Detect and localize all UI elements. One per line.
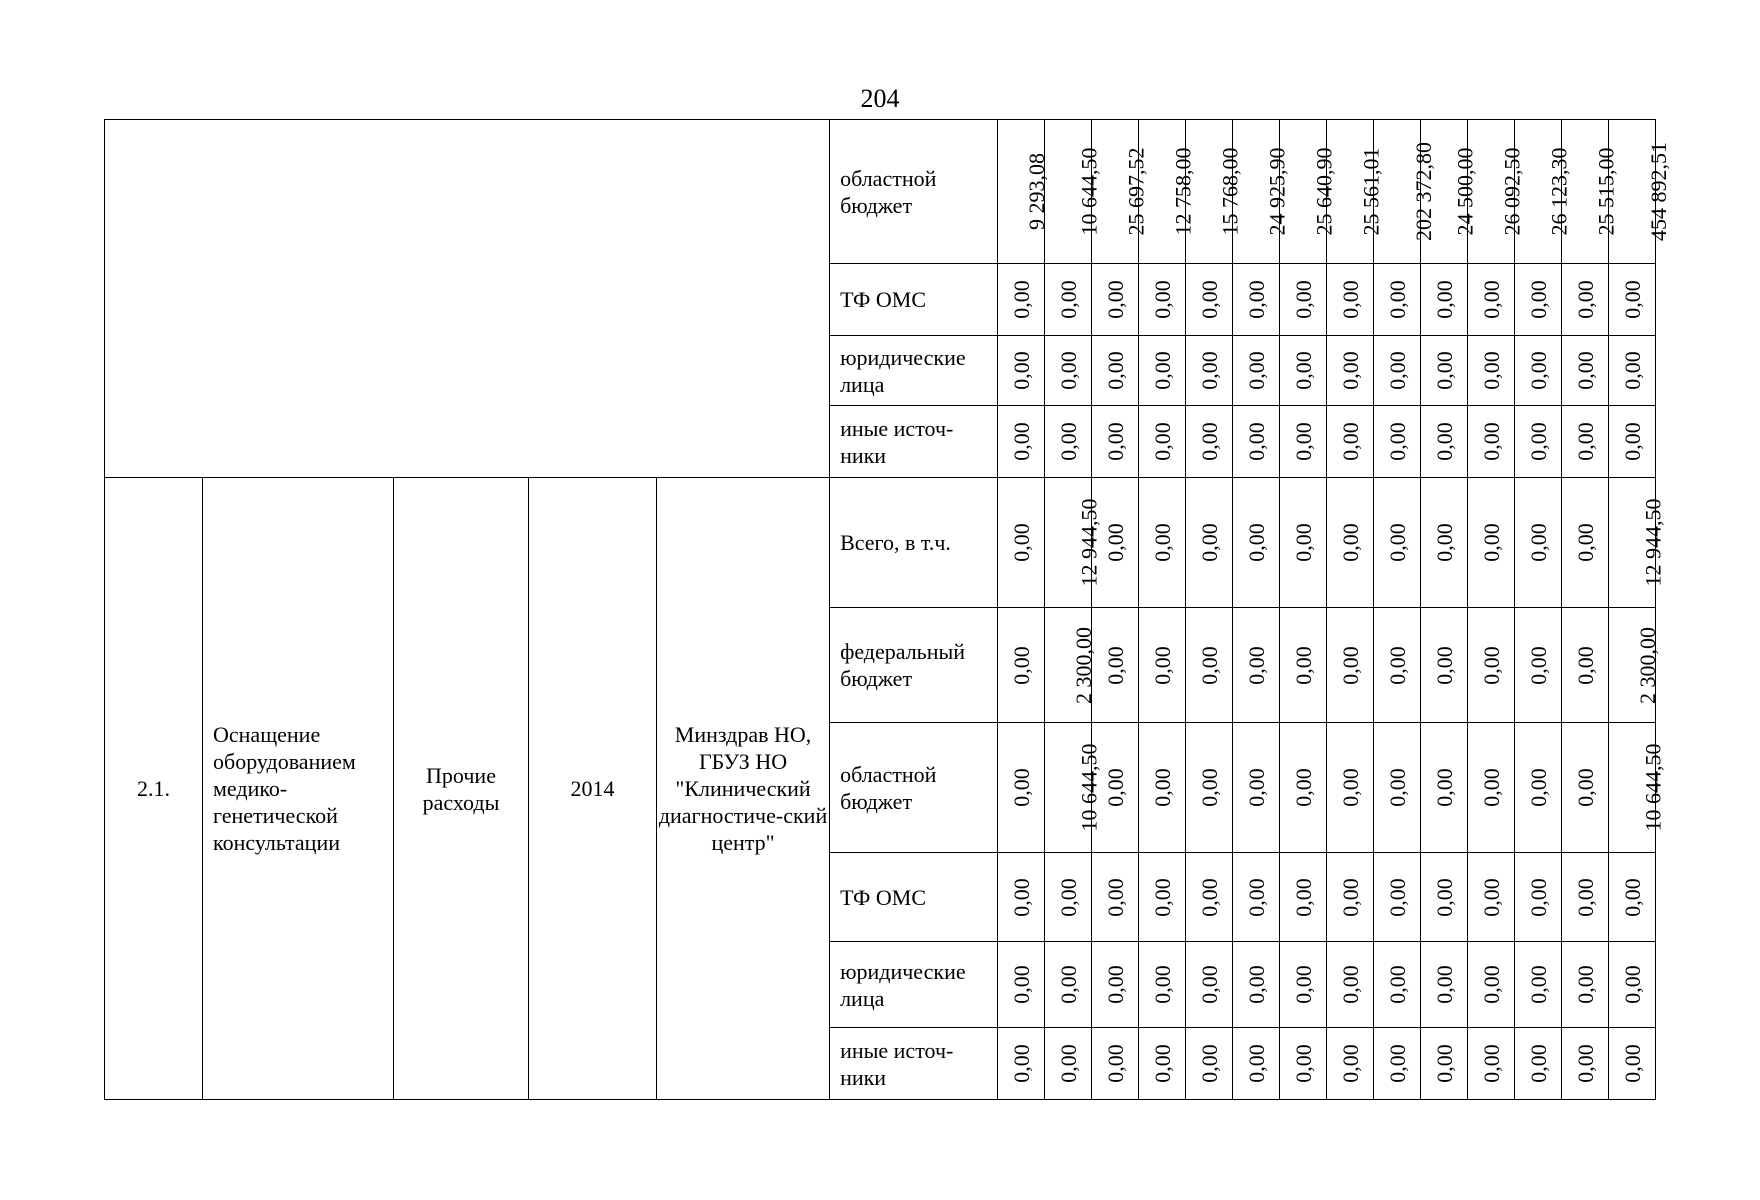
- value-cell: [1421, 853, 1468, 942]
- value-cell: [1280, 942, 1327, 1028]
- value-cell: [1562, 406, 1609, 478]
- value-cell: [1421, 608, 1468, 723]
- value-text: 0,00: [1102, 422, 1128, 461]
- value-cell: [1045, 406, 1092, 478]
- value-cell: [1515, 478, 1562, 608]
- value-text: 0,00: [1149, 877, 1175, 917]
- value-text: 0,00: [1478, 422, 1504, 461]
- value-cell: [1139, 1028, 1186, 1100]
- value-text: 0,00: [1337, 280, 1363, 319]
- value-text: 0,00: [1055, 1044, 1081, 1083]
- value-cell: [1139, 942, 1186, 1028]
- value-cell: [1092, 942, 1139, 1028]
- value-cell: [1562, 1028, 1609, 1100]
- value-text: 0,00: [1243, 523, 1269, 562]
- value-text: 0,00: [1102, 768, 1128, 807]
- value-cell: [1327, 853, 1374, 942]
- value-cell: [1374, 608, 1421, 723]
- value-cell: [1421, 336, 1468, 406]
- value-cell: [998, 120, 1050, 264]
- value-text: 0,00: [1196, 768, 1222, 807]
- value-cell: [998, 853, 1045, 942]
- merged-empty-cell: [105, 120, 830, 478]
- value-text: 0,00: [1337, 645, 1363, 685]
- value-cell: [1562, 853, 1609, 942]
- value-cell: [1280, 608, 1327, 723]
- value-cell: [1374, 853, 1421, 942]
- value-cell: [1186, 608, 1233, 723]
- value-text: 0,00: [1196, 351, 1222, 390]
- value-cell: [1233, 1028, 1280, 1100]
- value-text: 26 092,50: [1499, 147, 1525, 236]
- item-name: Оснащение оборудованием медико-генетической консультации: [203, 478, 394, 1100]
- value-text: 0,00: [1384, 351, 1410, 390]
- value-text: 0,00: [1149, 768, 1175, 807]
- value-text: 0,00: [1572, 280, 1598, 319]
- value-text: 0,00: [1525, 422, 1551, 461]
- value-cell: [1374, 942, 1421, 1028]
- value-cell: [1515, 336, 1562, 406]
- value-cell: [998, 608, 1045, 723]
- value-cell: [1374, 336, 1421, 406]
- value-cell: [1233, 264, 1280, 336]
- value-text: 0,00: [1478, 768, 1504, 807]
- value-text: 0,00: [1055, 877, 1081, 917]
- value-text: 0,00: [1337, 1044, 1363, 1083]
- value-text: 0,00: [1431, 1044, 1457, 1083]
- value-text: 24 500,00: [1452, 147, 1478, 236]
- value-cell: [1092, 406, 1139, 478]
- value-text: 0,00: [1384, 768, 1410, 807]
- funding-source: ТФ ОМС: [830, 264, 998, 336]
- value-text: 0,00: [1243, 422, 1269, 461]
- value-text: 0,00: [1008, 280, 1034, 319]
- value-text: 0,00: [1384, 422, 1410, 461]
- value-text: 0,00: [1525, 1044, 1551, 1083]
- value-cell: [1421, 478, 1468, 608]
- value-text: 0,00: [1525, 280, 1551, 319]
- value-text: 0,00: [1572, 965, 1598, 1004]
- value-text: 0,00: [1384, 645, 1410, 685]
- value-cell: [1139, 336, 1186, 406]
- value-text: 0,00: [1337, 768, 1363, 807]
- value-text: 0,00: [1149, 645, 1175, 685]
- value-text: 0,00: [1337, 351, 1363, 390]
- value-text: 0,00: [1572, 877, 1598, 917]
- value-text: 2 300,00: [1071, 626, 1097, 704]
- value-text: 0,00: [1619, 280, 1645, 319]
- value-text: 0,00: [1478, 280, 1504, 319]
- value-cell: [1374, 264, 1421, 336]
- value-text: 0,00: [1384, 877, 1410, 917]
- value-text: 0,00: [1243, 1044, 1269, 1083]
- funding-source: областной бюджет: [830, 723, 998, 853]
- value-cell: [998, 336, 1045, 406]
- value-cell: [1233, 608, 1280, 723]
- value-text: 0,00: [1431, 280, 1457, 319]
- funding-source: иные источ-ники: [830, 406, 998, 478]
- funding-source: ТФ ОМС: [830, 853, 998, 942]
- value-text: 0,00: [1478, 965, 1504, 1004]
- value-text: 0,00: [1149, 351, 1175, 390]
- value-text: 0,00: [1149, 1044, 1175, 1083]
- value-cell: [998, 1028, 1045, 1100]
- value-text: 0,00: [1008, 523, 1034, 562]
- value-cell: [1186, 723, 1233, 853]
- value-cell: [1562, 336, 1609, 406]
- value-text: 24 925,90: [1264, 147, 1290, 236]
- value-text: 0,00: [1619, 877, 1645, 917]
- value-cell: [1092, 1028, 1139, 1100]
- value-cell: [1280, 723, 1327, 853]
- item-year: 2014: [529, 478, 657, 1100]
- funding-source: федеральный бюджет: [830, 608, 998, 723]
- value-text: 0,00: [1290, 422, 1316, 461]
- value-text: 0,00: [1196, 645, 1222, 685]
- value-text: 202 372,80: [1411, 142, 1437, 241]
- value-text: 0,00: [1384, 1044, 1410, 1083]
- value-cell: [1562, 478, 1609, 608]
- value-text: 10 644,50: [1076, 147, 1102, 236]
- value-text: 0,00: [1337, 877, 1363, 917]
- item-executor: Минздрав НО, ГБУЗ НО "Клинический диагностиче-ский центр": [657, 478, 830, 1100]
- value-cell: [1374, 1028, 1421, 1100]
- value-cell: [1045, 723, 1102, 853]
- value-cell: [1233, 478, 1280, 608]
- value-text: 0,00: [1290, 877, 1316, 917]
- value-text: 0,00: [1008, 351, 1034, 390]
- value-text: 0,00: [1431, 645, 1457, 685]
- value-cell: [1186, 336, 1233, 406]
- value-cell: [1045, 264, 1092, 336]
- value-cell: [1327, 1028, 1374, 1100]
- value-text: 0,00: [1478, 351, 1504, 390]
- value-cell: [1139, 264, 1186, 336]
- value-text: 0,00: [1619, 351, 1645, 390]
- value-cell: [1468, 723, 1515, 853]
- value-cell: [1233, 406, 1280, 478]
- value-cell: [1186, 1028, 1233, 1100]
- value-text: 0,00: [1008, 768, 1034, 807]
- value-text: 0,00: [1619, 965, 1645, 1004]
- value-text: 10 644,50: [1640, 743, 1666, 832]
- value-cell: [998, 478, 1045, 608]
- value-text: 25 561,01: [1358, 147, 1384, 236]
- value-cell: [1045, 853, 1092, 942]
- value-text: 0,00: [1572, 1044, 1598, 1083]
- value-cell: [998, 723, 1045, 853]
- value-text: 0,00: [1290, 351, 1316, 390]
- value-cell: [1045, 120, 1102, 264]
- value-cell: [1327, 478, 1374, 608]
- value-text: 10 644,50: [1076, 743, 1102, 832]
- value-text: 0,00: [1196, 877, 1222, 917]
- value-text: 0,00: [1431, 877, 1457, 917]
- value-cell: [1280, 853, 1327, 942]
- value-cell: [1374, 723, 1421, 853]
- value-text: 0,00: [1337, 523, 1363, 562]
- value-cell: [1515, 723, 1562, 853]
- value-cell: [1515, 406, 1562, 478]
- value-text: 0,00: [1243, 645, 1269, 685]
- value-cell: [1280, 478, 1327, 608]
- value-cell: [1092, 264, 1139, 336]
- value-cell: [1421, 723, 1468, 853]
- value-cell: [1233, 336, 1280, 406]
- item-number: 2.1.: [105, 478, 203, 1100]
- value-text: 0,00: [1149, 965, 1175, 1004]
- value-cell: [1186, 478, 1233, 608]
- value-text: 0,00: [1102, 645, 1128, 685]
- value-text: 0,00: [1149, 523, 1175, 562]
- value-text: 0,00: [1055, 351, 1081, 390]
- value-cell: [1186, 942, 1233, 1028]
- value-cell: [1280, 336, 1327, 406]
- table-row: [105, 478, 1656, 608]
- value-text: 0,00: [1149, 280, 1175, 319]
- value-text: 0,00: [1196, 523, 1222, 562]
- value-text: 0,00: [1431, 422, 1457, 461]
- value-text: 0,00: [1008, 1044, 1034, 1083]
- value-cell: [1468, 406, 1515, 478]
- value-cell: [998, 264, 1045, 336]
- value-text: 0,00: [1243, 965, 1269, 1004]
- value-cell: [1421, 1028, 1468, 1100]
- value-cell: [1515, 264, 1562, 336]
- value-text: 0,00: [1431, 351, 1457, 390]
- value-cell: [1421, 264, 1468, 336]
- value-text: 0,00: [1008, 965, 1034, 1004]
- value-cell: [1468, 1028, 1515, 1100]
- value-cell: [1280, 264, 1327, 336]
- value-cell: [1609, 406, 1656, 478]
- value-cell: [1139, 478, 1186, 608]
- value-text: 0,00: [1055, 280, 1081, 319]
- value-text: 0,00: [1525, 768, 1551, 807]
- value-text: 0,00: [1478, 1044, 1504, 1083]
- funding-source: юридические лица: [830, 336, 998, 406]
- value-cell: [1139, 406, 1186, 478]
- value-cell: [1562, 608, 1609, 723]
- value-cell: [1139, 723, 1186, 853]
- value-cell: [1562, 264, 1609, 336]
- value-text: 0,00: [1243, 351, 1269, 390]
- value-text: 0,00: [1102, 877, 1128, 917]
- value-cell: [1562, 723, 1609, 853]
- value-text: 0,00: [1290, 1044, 1316, 1083]
- value-cell: [1609, 942, 1656, 1028]
- value-text: 26 123,30: [1546, 147, 1572, 236]
- value-cell: [1186, 406, 1233, 478]
- value-cell: [1468, 264, 1515, 336]
- value-text: 12 944,50: [1640, 498, 1666, 587]
- value-text: 0,00: [1619, 422, 1645, 461]
- value-text: 0,00: [1290, 768, 1316, 807]
- value-cell: [1468, 336, 1515, 406]
- value-text: 0,00: [1337, 965, 1363, 1004]
- value-cell: [1468, 942, 1515, 1028]
- value-text: 0,00: [1102, 965, 1128, 1004]
- value-cell: [1468, 478, 1515, 608]
- value-cell: [1609, 336, 1656, 406]
- value-text: 0,00: [1572, 645, 1598, 685]
- value-cell: [1233, 942, 1280, 1028]
- value-text: 0,00: [1572, 768, 1598, 807]
- value-cell: [998, 942, 1045, 1028]
- value-text: 0,00: [1102, 280, 1128, 319]
- value-text: 0,00: [1572, 351, 1598, 390]
- value-cell: [1421, 406, 1468, 478]
- value-cell: [1515, 608, 1562, 723]
- value-cell: [1609, 1028, 1656, 1100]
- value-text: 0,00: [1290, 965, 1316, 1004]
- value-text: 0,00: [1008, 422, 1034, 461]
- value-text: 0,00: [1008, 645, 1034, 685]
- value-text: 0,00: [1525, 523, 1551, 562]
- value-cell: [1233, 853, 1280, 942]
- value-text: 0,00: [1102, 351, 1128, 390]
- value-cell: [1327, 406, 1374, 478]
- value-cell: [1609, 608, 1661, 723]
- value-cell: [1186, 264, 1233, 336]
- value-text: 0,00: [1337, 422, 1363, 461]
- value-text: 0,00: [1290, 523, 1316, 562]
- value-cell: [1045, 942, 1092, 1028]
- value-text: 0,00: [1102, 1044, 1128, 1083]
- value-text: 0,00: [1196, 965, 1222, 1004]
- value-cell: [1045, 1028, 1092, 1100]
- value-text: 12 758,00: [1170, 147, 1196, 236]
- value-text: 25 640,90: [1311, 147, 1337, 236]
- value-text: 0,00: [1525, 877, 1551, 917]
- value-cell: [1233, 723, 1280, 853]
- value-text: 0,00: [1243, 877, 1269, 917]
- value-text: 0,00: [1431, 523, 1457, 562]
- value-cell: [998, 406, 1045, 478]
- value-cell: [1421, 942, 1468, 1028]
- value-cell: [1139, 853, 1186, 942]
- funding-source: юридические лица: [830, 942, 998, 1028]
- value-text: 0,00: [1290, 280, 1316, 319]
- value-text: 0,00: [1055, 422, 1081, 461]
- value-text: 15 768,00: [1217, 147, 1243, 236]
- value-text: 0,00: [1431, 768, 1457, 807]
- value-cell: [1562, 942, 1609, 1028]
- value-cell: [1045, 336, 1092, 406]
- value-cell: [1280, 1028, 1327, 1100]
- value-text: 0,00: [1196, 280, 1222, 319]
- value-cell: [1515, 1028, 1562, 1100]
- value-text: 0,00: [1572, 523, 1598, 562]
- value-cell: [1327, 608, 1374, 723]
- funding-table: [104, 119, 1672, 1100]
- expense-type: Прочие расходы: [394, 478, 529, 1100]
- value-text: 0,00: [1384, 965, 1410, 1004]
- value-text: 0,00: [1196, 422, 1222, 461]
- value-text: 0,00: [1384, 523, 1410, 562]
- value-text: 0,00: [1243, 280, 1269, 319]
- value-cell: [1609, 853, 1656, 942]
- value-cell: [1092, 853, 1139, 942]
- page-number: 204: [860, 84, 900, 113]
- funding-source: областной бюджет: [830, 120, 998, 264]
- value-text: 25 697,52: [1123, 147, 1149, 236]
- value-cell: [1139, 608, 1186, 723]
- value-cell: [1609, 723, 1666, 853]
- value-cell: [1327, 264, 1374, 336]
- value-cell: [1327, 336, 1374, 406]
- value-text: 0,00: [1243, 768, 1269, 807]
- value-cell: [1609, 264, 1656, 336]
- value-cell: [1468, 608, 1515, 723]
- value-text: 0,00: [1619, 1044, 1645, 1083]
- funding-source: Всего, в т.ч.: [830, 478, 998, 608]
- funding-source: иные источ-ники: [830, 1028, 998, 1100]
- value-cell: [1045, 608, 1097, 723]
- value-text: 0,00: [1196, 1044, 1222, 1083]
- value-text: 0,00: [1055, 965, 1081, 1004]
- table-row: [105, 120, 1656, 264]
- value-text: 0,00: [1525, 351, 1551, 390]
- value-cell: [1609, 478, 1666, 608]
- value-text: 0,00: [1384, 280, 1410, 319]
- value-text: 0,00: [1431, 965, 1457, 1004]
- value-text: 0,00: [1478, 645, 1504, 685]
- value-text: 454 892,51: [1646, 142, 1672, 241]
- value-cell: [1045, 478, 1102, 608]
- value-text: 12 944,50: [1076, 498, 1102, 587]
- value-cell: [1327, 942, 1374, 1028]
- value-text: 0,00: [1478, 523, 1504, 562]
- value-text: 25 515,00: [1593, 147, 1619, 236]
- value-cell: [1186, 853, 1233, 942]
- value-text: 2 300,00: [1635, 626, 1661, 704]
- value-cell: [1092, 336, 1139, 406]
- value-text: 9 293,08: [1024, 153, 1050, 230]
- value-text: 0,00: [1149, 422, 1175, 461]
- value-text: 0,00: [1525, 965, 1551, 1004]
- value-cell: [1280, 406, 1327, 478]
- value-text: 0,00: [1525, 645, 1551, 685]
- value-cell: [1374, 478, 1421, 608]
- value-cell: [1515, 853, 1562, 942]
- value-cell: [1374, 406, 1421, 478]
- value-cell: [1468, 853, 1515, 942]
- value-cell: [1092, 608, 1139, 723]
- value-text: 0,00: [1008, 877, 1034, 917]
- value-cell: [1327, 723, 1374, 853]
- value-text: 0,00: [1478, 877, 1504, 917]
- value-text: 0,00: [1102, 523, 1128, 562]
- value-text: 0,00: [1572, 422, 1598, 461]
- value-cell: [1515, 942, 1562, 1028]
- value-text: 0,00: [1290, 645, 1316, 685]
